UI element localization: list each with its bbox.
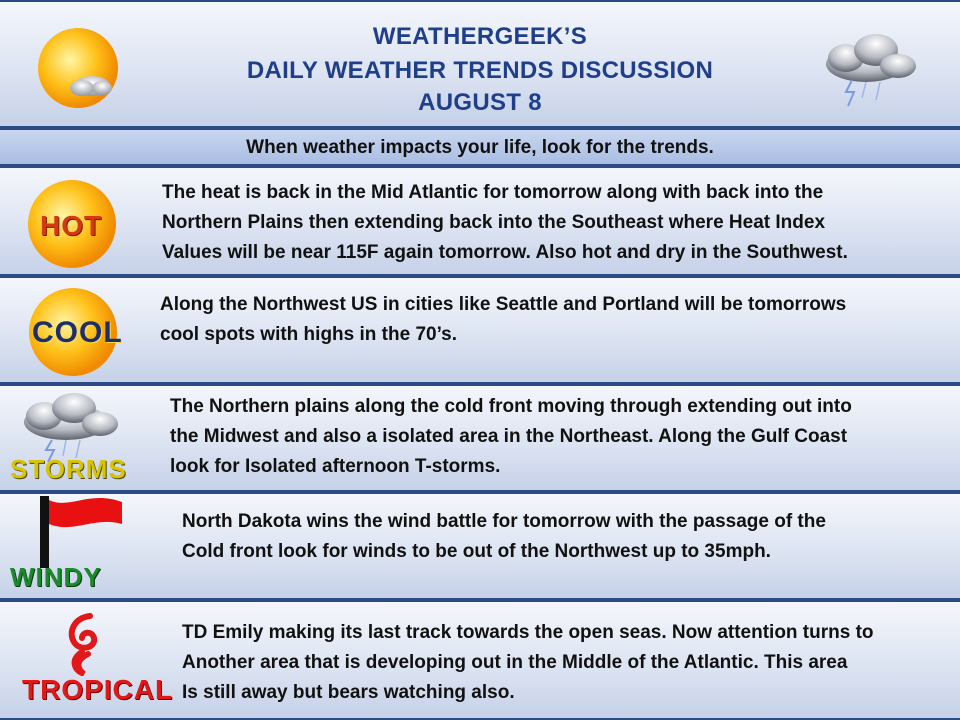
section-text-windy: North Dakota wins the wind battle for tomorrow with the passage of the Cold front look for winds to be out of the Northwest up to 35mph. (182, 511, 826, 562)
section-label-tropical: TROPICAL (22, 674, 174, 705)
sun-cloud-icon (30, 24, 130, 116)
section-label-cool: COOL (32, 316, 123, 349)
red-flag-icon (34, 494, 130, 570)
title-heading: DAILY WEATHER TRENDS DISCUSSION (246, 57, 714, 84)
section-label-hot: HOT (40, 210, 103, 241)
tagline-band (0, 128, 960, 166)
section-hot (0, 166, 960, 276)
tagline-text: When weather impacts your life, look for the trends. (246, 137, 714, 158)
section-storms (0, 384, 960, 492)
title-date: AUGUST 8 (418, 89, 542, 116)
section-text-storms: The Northern plains along the cold front moving through extending out into the Midwest and also a isolated area in the Northeast. Along the Gulf Coast look for Isolated afternoon T-storms. (170, 396, 852, 477)
section-windy (0, 492, 960, 600)
section-label-windy: WINDY (10, 562, 102, 592)
title-brand: WEATHERGEEK’S (372, 23, 588, 50)
section-text-tropical: TD Emily making its last track towards the open seas. Now attention turns to Another area that is developing out in the Middle of the Atlantic. This area Is still away but bears watching also. (182, 622, 874, 703)
storm-cloud-icon (8, 390, 126, 464)
section-text-cool: Along the Northwest US in cities like Seattle and Portland will be tomorrows cool spots with highs in the 70’s. (160, 294, 847, 345)
storm-cloud-icon (806, 28, 926, 108)
section-text-hot: The heat is back in the Mid Atlantic for tomorrow along with back into the Northern Plains then extending back into the Southeast where Heat Index Values will be near 115F again tomorrow. Also hot and dry in the Southwest. (162, 182, 848, 263)
section-label-storms: STORMS (10, 454, 127, 484)
hurricane-icon (60, 612, 110, 676)
section-tropical (0, 600, 960, 720)
header-band (0, 0, 960, 128)
section-cool (0, 276, 960, 384)
